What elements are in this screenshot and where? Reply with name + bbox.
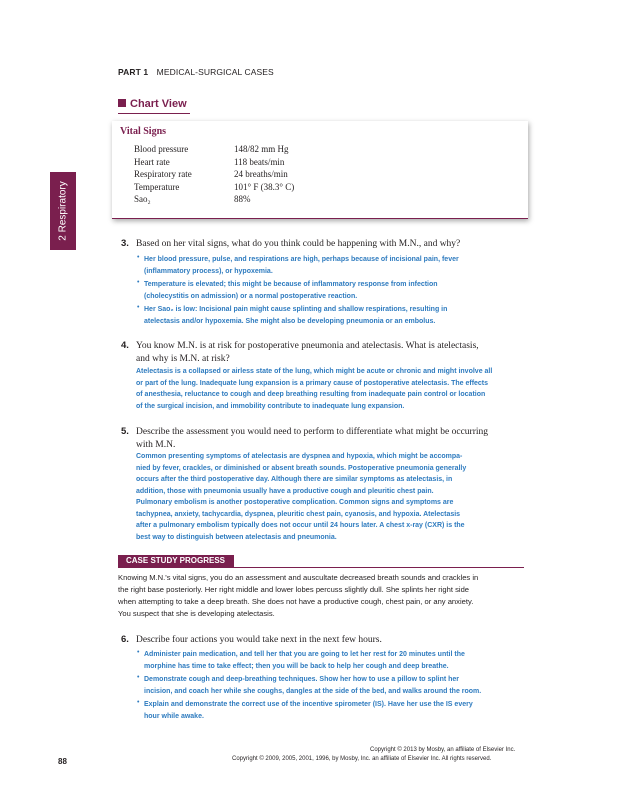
answer-line: best way to distinguish between atelectasis and pneumonia. xyxy=(136,533,337,541)
part-title: MEDICAL-SURGICAL CASES xyxy=(156,67,274,77)
answer-line: or part of the lung. Inadequate lung expansion is a primary cause of postoperative atelectasis. The effects xyxy=(136,379,489,387)
vital-label: Blood pressure xyxy=(134,144,189,154)
question-3 xyxy=(121,238,521,251)
question-number: 3. xyxy=(121,238,129,249)
copyright-line-1: Copyright © 2013 by Mosby, an affiliate of Elsevier Inc. xyxy=(370,747,516,753)
vital-value: 148/82 mm Hg xyxy=(234,144,289,154)
progress-line: the right base posteriorly. Her right middle and lower lobes percuss slightly dull. She splints her right side xyxy=(118,585,470,594)
question-5 xyxy=(121,426,521,451)
answer-bullet xyxy=(144,254,522,277)
vital-label: Sao₂ xyxy=(134,194,151,204)
question-text: Based on her vital signs, what do you think could be happening with M.N., and why? xyxy=(136,239,461,249)
progress-line: Knowing M.N.'s vital signs, you do an assessment and auscultate decreased breath sounds and crackles in xyxy=(118,573,479,582)
answer-bullet xyxy=(144,279,522,302)
answer-line: (cholecystitis on admission) or a normal postoperative reaction. xyxy=(144,292,358,300)
answer-line: Pulmonary embolism is another postoperative complication. Common signs and symptoms are xyxy=(136,499,454,506)
bullet-icon: • xyxy=(137,304,140,311)
vital-value: 118 beats/min xyxy=(234,156,285,167)
answer-block xyxy=(136,366,524,412)
answer-bullet xyxy=(144,674,522,697)
running-header xyxy=(118,67,274,77)
answer-bullet xyxy=(144,699,522,722)
case-study-progress-tag: CASE STUDY PROGRESS xyxy=(118,555,234,567)
question-4 xyxy=(121,340,521,365)
answer-line: Her blood pressure, pulse, and respirations are high, perhaps because of incisional pain, fever xyxy=(144,256,459,263)
vital-row xyxy=(134,193,294,206)
answer-line: nied by fever, crackles, or diminished or absent breath sounds. Postoperative pneumonia generally xyxy=(136,464,467,472)
answer-line: Explain and demonstrate the correct use of the incentive spirometer (IS). Have her use the IS every xyxy=(144,701,473,708)
vital-label: Temperature xyxy=(134,181,180,192)
vital-value: 88% xyxy=(234,194,251,204)
section-side-tab-label: 2 Respiratory xyxy=(57,181,69,241)
square-bullet-icon xyxy=(118,99,126,107)
answer-line: after a pulmonary embolism typically does not occur until 24 hours later. A chest x-ray (CXR) is the xyxy=(136,522,465,529)
bullet-icon: • xyxy=(137,279,140,286)
bullet-icon: • xyxy=(137,649,140,656)
answer-line: hour while awake. xyxy=(144,712,204,720)
question-text: Describe four actions you would take next in the next few hours. xyxy=(136,635,382,645)
chart-view-title: Chart View xyxy=(130,98,187,110)
answer-line: occurs after the third postoperative day. Although there are similar symptoms as atelectasis, in xyxy=(136,476,453,483)
answer-bullet xyxy=(144,304,522,327)
question-text: Describe the assessment you would need to perform to differentiate what might be occurring xyxy=(136,427,489,437)
vital-row xyxy=(134,181,294,194)
case-study-progress-text xyxy=(118,572,528,620)
page-number: 88 xyxy=(58,757,67,766)
question-text-cont: and why is M.N. at risk? xyxy=(136,353,230,364)
copyright-line-2: Copyright © 2009, 2005, 2001, 1996, by Mosby, Inc. an affiliate of Elsevier Inc. All rights reserved. xyxy=(232,756,492,762)
progress-line: You suspect that she is developing atelectasis. xyxy=(118,609,275,618)
vital-signs-box xyxy=(112,121,528,219)
vital-row xyxy=(134,143,294,156)
answer-line: Common presenting symptoms of atelectasis are dyspnea and hypoxia, which might be accompa- xyxy=(136,453,463,460)
question-number: 4. xyxy=(121,340,129,351)
answer-line: Administer pain medication, and tell her that you are going to let her rest for 20 minutes until the xyxy=(144,651,465,658)
answer-line: Demonstrate cough and deep-breathing techniques. Show her how to use a pillow to splint her xyxy=(144,676,460,683)
answer-line: (inflammatory process), or hypoxemia. xyxy=(144,267,273,275)
progress-line: when attempting to take a deep breath. She does not have a productive cough, chest pain, or any anxiety. xyxy=(118,597,474,606)
question-number: 6. xyxy=(121,634,129,645)
vital-value: 101° F (38.3° C) xyxy=(234,181,295,192)
chart-view-heading xyxy=(118,98,187,110)
bullet-icon: • xyxy=(137,699,140,706)
vital-signs-title: Vital Signs xyxy=(120,126,167,137)
answer-line: morphine has time to take effect; then you will be back to help her cough and deep breathe. xyxy=(144,662,449,670)
answer-line: atelectasis and/or hypoxemia. She might also be developing pneumonia or an embolus. xyxy=(144,317,436,325)
answer-line: incision, and coach her while she coughs, dangles at the side of the bed, and walks around the room. xyxy=(144,687,482,695)
answer-line: Temperature is elevated; this might be because of inflammatory response from infection xyxy=(144,281,438,288)
vital-label: Heart rate xyxy=(134,156,170,167)
answer-bullet xyxy=(144,649,522,672)
vital-row xyxy=(134,168,294,181)
answer-line: of the surgical incision, and immobility contribute to inadequate lung expansion. xyxy=(136,402,405,410)
answer-line: Atelectasis is a collapsed or airless state of the lung, which might be acute or chronic and might involve all xyxy=(136,368,493,375)
vital-label: Respiratory rate xyxy=(134,169,192,179)
case-study-progress-rule xyxy=(118,567,524,568)
answer-line: of anesthesia, reluctance to cough and deep breathing resulting from inadequate pain control or location xyxy=(136,391,486,398)
part-label: PART 1 xyxy=(118,67,149,77)
question-text-cont: with M.N. xyxy=(136,439,176,450)
answer-line: tachypnea, anxiety, tachycardia, dyspnea, pleuritic chest pain, cyanosis, and hypoxia. Atelectasis xyxy=(136,510,461,518)
bullet-icon: • xyxy=(137,674,140,681)
answer-block xyxy=(136,451,524,543)
vital-value: 24 breaths/min xyxy=(234,169,288,179)
answer-line: addition, those with pneumonia usually have a productive cough and pleuritic chest pain. xyxy=(136,487,434,495)
question-text: You know M.N. is at risk for postoperative pneumonia and atelectasis. What is atelectasis, xyxy=(136,341,479,351)
vital-signs-table xyxy=(134,143,294,206)
question-6 xyxy=(121,634,521,647)
chart-view-underline xyxy=(118,113,190,114)
question-number: 5. xyxy=(121,426,129,437)
bullet-icon: • xyxy=(137,254,140,261)
answer-line: Her Sao₂ is low: Incisional pain might cause splinting and shallow respirations, resulting in xyxy=(144,306,448,313)
vital-row xyxy=(134,156,294,169)
